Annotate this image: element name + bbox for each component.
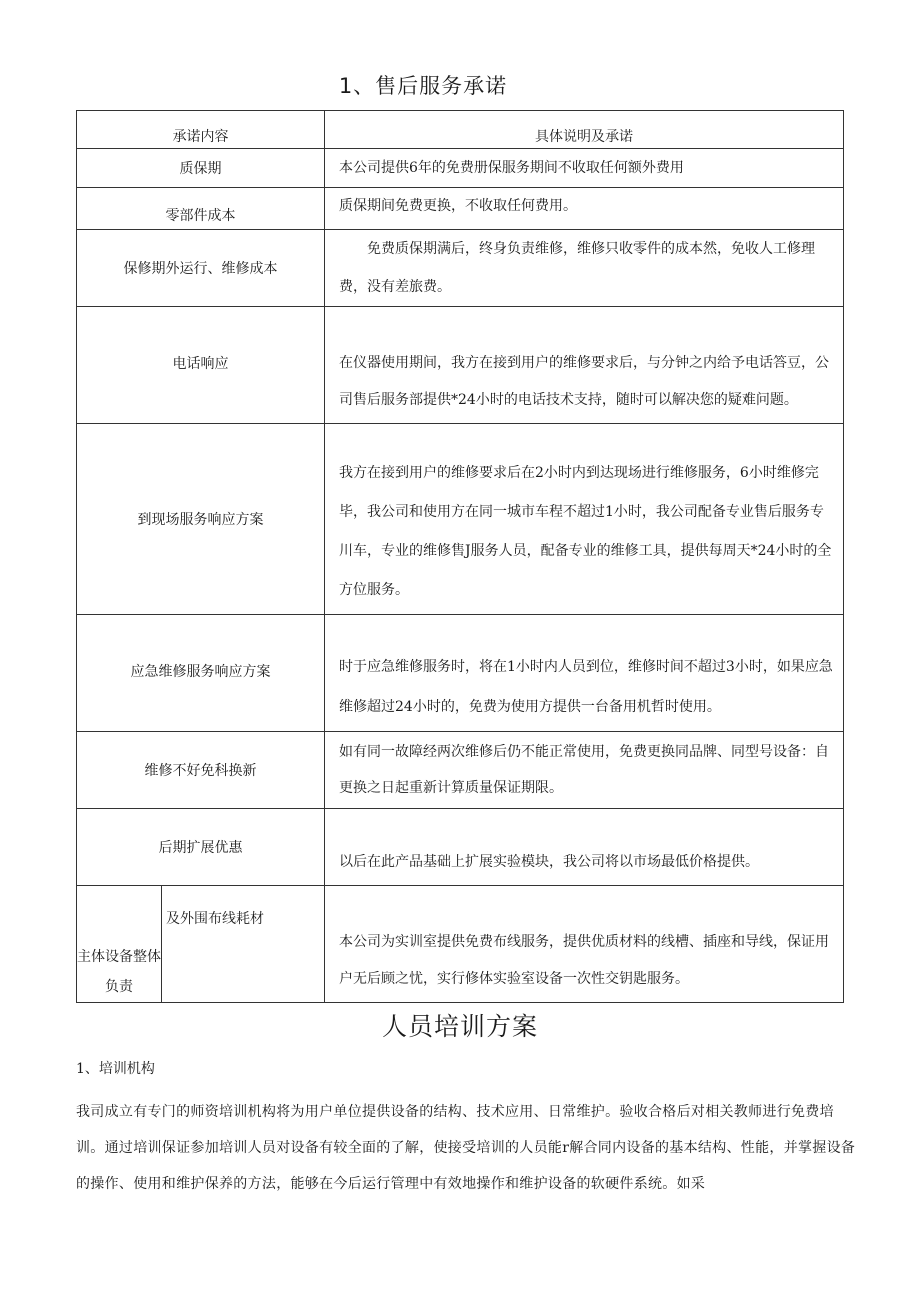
- table-row: [77, 307, 844, 424]
- row-label: 零部件成本: [77, 188, 325, 230]
- table-row: [77, 615, 844, 732]
- table-row: [77, 230, 844, 307]
- table-row: [77, 149, 844, 188]
- header-detail-description: 具体说明及承诺: [325, 111, 844, 149]
- row-label: 应急维修服务响应方案: [77, 615, 325, 732]
- row-label-peripheral-wiring: 及外围布线耗材: [162, 886, 325, 1003]
- row-text: 我方在接到用户的维修要求后在2小时内到达现场进行维修服务，6小时维修完毕，我公司和使用方在同一城市车程不超过1小时，我公司配备专业售后服务专川车，专业的维修售J服务人员，配备专业的维修工具，提供每周天*24小时的全方位服务。: [325, 424, 844, 615]
- row-text: 在仪器使用期间，我方在接到用户的维修要求后，与分钟之内给予电话答豆，公司售后服务部提供*24小时的电话技术支持，随时可以解决您的疑难问题。: [325, 307, 844, 424]
- training-paragraph: 我司成立有专门的师资培训机构将为用户单位提供设备的结构、技术应用、日常维护。验收合格后对相关教师进行免费培训。通过培训保证参加培训人员对设备有较全面的了解，使接受培训的人员能r解合同内设备的基本结构、性能，并掌握设备的操作、使用和维护保养的方法，能够在今后运行管理中有效地操作和维护设备的软硬件系统。如采: [76, 1104, 856, 1192]
- row-label: 保修期外运行、维修成本: [77, 230, 325, 307]
- row-text: 免费质保期满后，终身负责维修，维修只收零件的成本然，免收人工修理费，没有差旅费。: [325, 230, 844, 307]
- row-text: 如有同一故障经两次维修后仍不能正常使用，免费更换同品牌、同型号设备：自更换之日起重新计算质量保证期限。: [325, 732, 844, 809]
- row-label: 维修不好免科换新: [77, 732, 325, 809]
- table-row: [77, 732, 844, 809]
- row-label: 后期扩展优惠: [77, 809, 325, 886]
- service-commitment-table: [76, 110, 844, 1003]
- row-label: 电话响应: [77, 307, 325, 424]
- row-label-main-equipment: 主体设备整体负责: [77, 886, 162, 1003]
- sub-heading-training-org: 1、培训机构: [76, 1061, 155, 1077]
- table-row: [77, 886, 844, 1003]
- row-text: 时于应急维修服务时，将在1小时内人员到位，维修时间不超过3小时，如果应急维修超过24小时的，免费为使用方提供一台备用机哲时使用。: [325, 615, 844, 732]
- row-text: 本公司为实训室提供免费布线服务，提供优质材料的线槽、插座和导线，保证用户无后顾之忧，实行修体实验室设备一次性交钥匙服务。: [325, 886, 844, 1003]
- row-label: 质保期: [77, 149, 325, 188]
- row-text: 以后在此产品基础上扩展实验模块，我公司将以市场最低价格提供。: [325, 809, 844, 886]
- table-row: [77, 424, 844, 615]
- header-commitment-content: 承诺内容: [77, 111, 325, 149]
- row-label: 到现场服务响应方案: [77, 424, 325, 615]
- row-text: 质保期间免费更换，不收取任何费用。: [325, 188, 844, 230]
- table-row: [77, 188, 844, 230]
- section-title-training: 人员培训方案: [381, 1012, 538, 1041]
- table-row: [77, 809, 844, 886]
- row-text: 本公司提供6年的免费册保服务期间不收取任何额外费用: [325, 149, 844, 188]
- section-title-after-sales: 1、售后服务承诺: [338, 74, 508, 98]
- table-header-row: [77, 111, 844, 149]
